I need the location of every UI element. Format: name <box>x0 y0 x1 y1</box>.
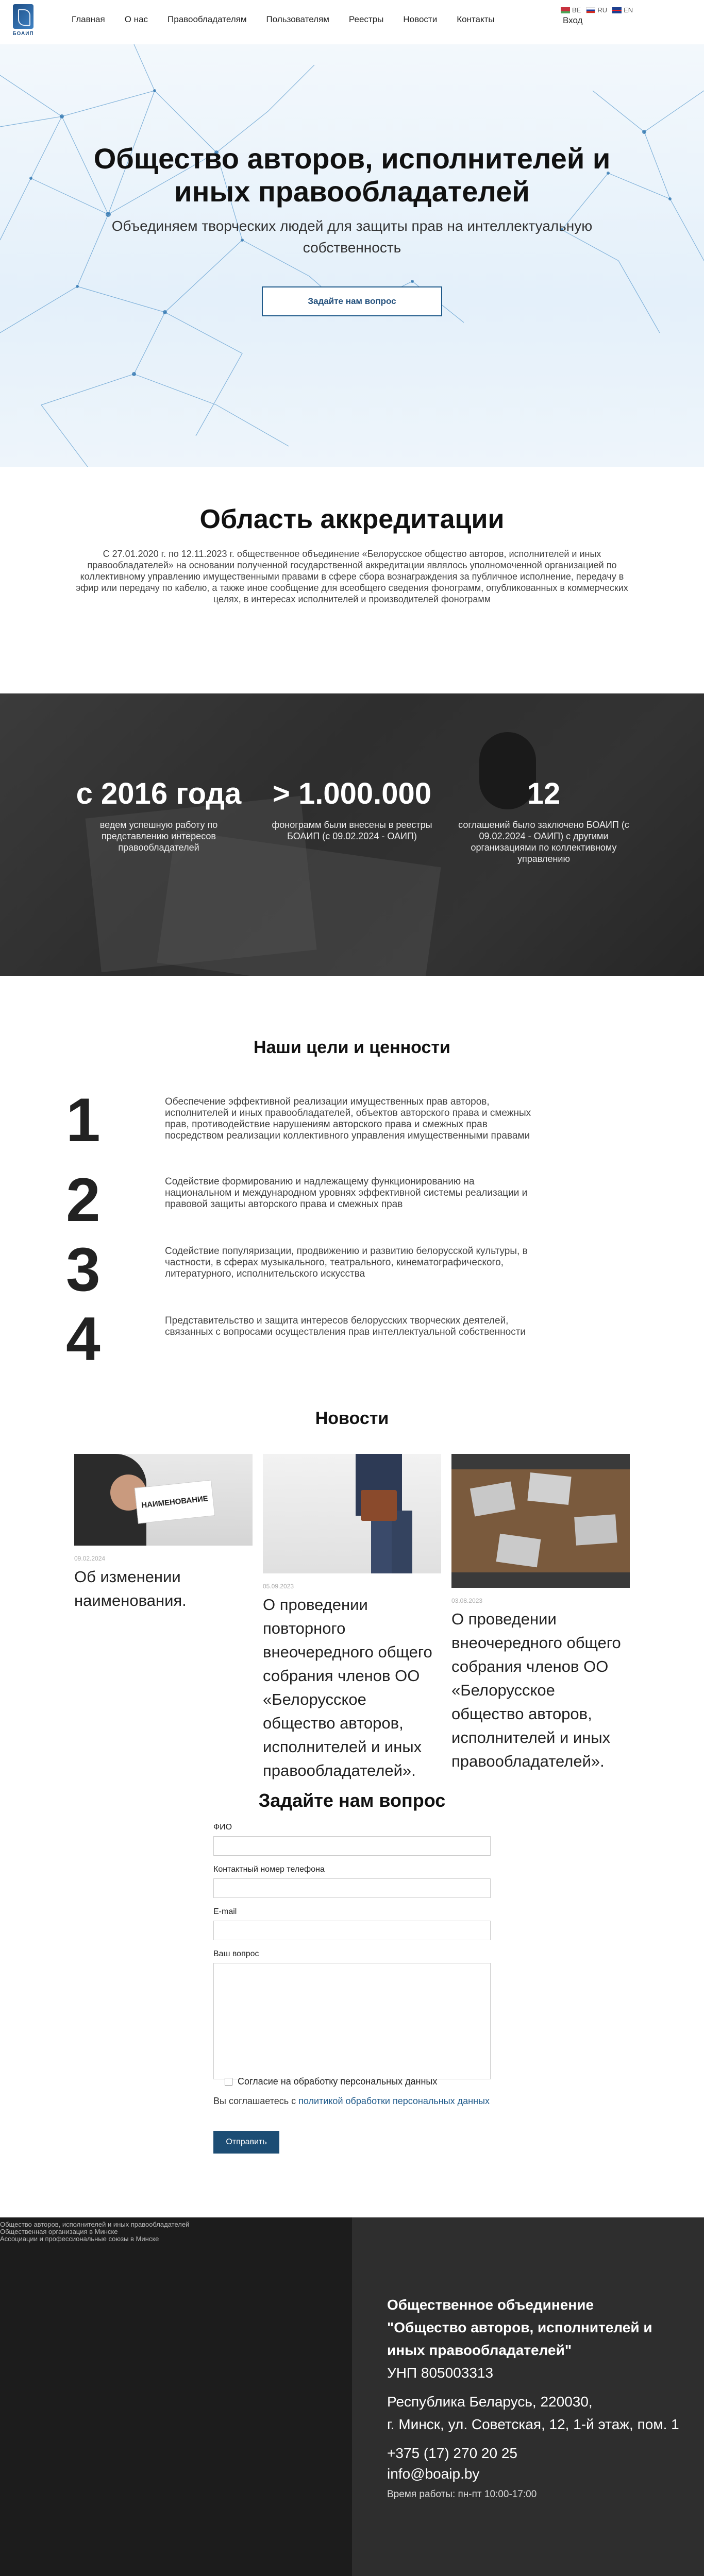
belarus-flag-icon <box>561 7 570 13</box>
news-title-link[interactable]: Об изменении наименования. <box>74 1568 187 1609</box>
phone-label: Контактный номер телефона <box>213 1865 325 1874</box>
news-image <box>451 1454 630 1588</box>
language-switcher <box>561 6 633 14</box>
hero-subtitle <box>0 215 704 259</box>
hero-subtitle-line1: Объединяем творческих людей для защиты прав на интеллектуальную <box>111 218 593 234</box>
uk-flag-icon <box>612 7 622 13</box>
news-title-link[interactable]: О проведении внеочередного общего собрания членов ОО «Белорусское общество авторов, исполнителей и иных правообладателей». <box>451 1610 621 1770</box>
consent-label: Согласие на обработку персональных данных <box>238 2076 438 2087</box>
contacts-section <box>0 2217 704 2576</box>
nav-registries[interactable]: Реестры <box>348 14 384 24</box>
news-section <box>0 1409 704 1790</box>
goals-title: Наши цели и ценности <box>254 1038 450 1057</box>
accreditation-text: С 27.01.2020 г. по 12.11.2023 г. общественное объединение «Белорусское общество авторов, исполнителей и иных правообладателей» на основании полученной государственной аккредитации являлось уполномоченной организацией по коллективному управлению имущественными правами в сфере сбора вознаграждения за публичное исполнение, передачу в эфир или передачу по кабелю, а также иное сообщение для всеобщего сведения фонограмм, опубликованных в коммерческих целях, в интересах исполнителей и производителей фонограмм <box>76 549 628 604</box>
stat-item <box>66 776 252 853</box>
stat-number: > 1.000.000 <box>272 777 431 810</box>
goal-text: Содействие популяризации, продвижению и развитию белорусской культуры, в частности, в сферах музыкального, театрального, кинематографического, литературного, исполнительского искусства <box>165 1246 528 1279</box>
nav-about[interactable]: О нас <box>124 14 148 24</box>
hero-title <box>0 142 704 208</box>
site-header <box>0 0 704 44</box>
email-label: E-mail <box>213 1907 237 1916</box>
map-caption: Общественная организация в Минске <box>0 2228 118 2235</box>
news-date: 05.09.2023 <box>263 1583 294 1590</box>
goal-text: Содействие формированию и надлежащему функционированию на национальном и международном уровнях эффективной системы реализации и правовой защиты авторского права и смежных прав <box>165 1176 528 1210</box>
org-unp: УНП 805003313 <box>387 2365 494 2381</box>
org-email[interactable]: info@boaip.by <box>387 2466 480 2482</box>
stats-section <box>0 693 704 976</box>
goals-section <box>0 976 704 1409</box>
nav-home[interactable]: Главная <box>72 14 105 24</box>
agree-prefix: Вы соглашаетесь с <box>213 2096 299 2106</box>
news-card[interactable] <box>263 1454 441 1783</box>
news-title-link[interactable]: О проведении повторного внеочередного общего собрания членов ОО «Белорусское общество авторов, исполнителей и иных правообладателей». <box>263 1596 432 1780</box>
phone-input[interactable] <box>213 1878 491 1898</box>
lang-be[interactable] <box>561 6 581 14</box>
hero-subtitle-line2: собственность <box>303 240 401 256</box>
hero-title-line2: иных правообладателей <box>174 175 530 208</box>
ask-question-button[interactable]: Задайте нам вопрос <box>262 286 442 316</box>
consent-checkbox[interactable] <box>225 2078 232 2086</box>
map-caption: Ассоциации и профессиональные союзы в Минске <box>0 2235 159 2243</box>
nav-contacts[interactable]: Контакты <box>457 14 495 24</box>
accreditation-section <box>0 467 704 693</box>
russia-flag-icon <box>586 7 595 13</box>
stat-label: ведем успешную работу по представлению интересов правообладателей <box>99 820 218 853</box>
email-input[interactable] <box>213 1921 491 1940</box>
stat-label: соглашений было заключено БОАИП (с 09.02.2024 - ОАИП) с другими организациями по коллективному управлению <box>458 820 629 864</box>
main-nav <box>62 14 505 25</box>
name-card-label: НАИМЕНОВАНИЕ <box>135 1480 215 1523</box>
name-label: ФИО <box>213 1823 232 1832</box>
news-image <box>263 1454 441 1573</box>
nav-users[interactable]: Пользователям <box>266 14 329 24</box>
lang-en-label: EN <box>624 6 633 14</box>
logo-text: БОАИП <box>12 31 34 37</box>
goal-item <box>66 1235 540 1304</box>
submit-button[interactable]: Отправить <box>213 2131 279 2154</box>
news-card[interactable] <box>74 1454 253 1613</box>
news-date: 09.02.2024 <box>74 1555 106 1562</box>
nav-rightholders[interactable]: Правообладателям <box>167 14 247 24</box>
news-date: 03.08.2023 <box>451 1597 483 1604</box>
question-form-section <box>0 1790 704 2217</box>
map-widget[interactable] <box>0 2217 352 2576</box>
question-label: Ваш вопрос <box>213 1950 259 1958</box>
stat-label: фонограмм были внесены в реестры БОАИП (с 09.02.2024 - ОАИП) <box>272 820 432 841</box>
stat-item <box>451 776 636 865</box>
consent-row <box>225 2076 437 2087</box>
org-name: Общественное объединение "Общество авторов, исполнителей и иных правообладателей" <box>387 2297 652 2358</box>
login-link[interactable]: Вход <box>563 15 583 25</box>
nav-news[interactable]: Новости <box>403 14 438 24</box>
goal-text: Обеспечение эффективной реализации имущественных прав авторов, исполнителей и иных правообладателей, объектов авторского права и смежных прав, противодействие нарушениям авторского права и смежных прав посредством реализации коллективного управления имущественными правами <box>165 1096 531 1141</box>
name-input[interactable] <box>213 1836 491 1856</box>
contact-info <box>352 2217 704 2576</box>
question-textarea[interactable] <box>213 1963 491 2079</box>
goal-item <box>66 1086 540 1161</box>
lang-en[interactable] <box>612 6 633 14</box>
news-card[interactable] <box>451 1454 630 1773</box>
accreditation-title: Область аккредитации <box>199 504 505 534</box>
hero-section <box>0 44 704 467</box>
org-phone[interactable]: +375 (17) 270 20 25 <box>387 2445 517 2461</box>
org-address-line2: г. Минск, ул. Советская, 12, 1-й этаж, пом. 1 <box>387 2416 679 2432</box>
site-logo[interactable] <box>11 4 35 39</box>
goal-number: 1 <box>66 1086 100 1155</box>
lang-ru[interactable] <box>586 6 607 14</box>
org-address-line1: Республика Беларусь, 220030, <box>387 2394 593 2410</box>
stat-number: с 2016 года <box>76 777 242 810</box>
map-caption: Общество авторов, исполнителей и иных правообладателей <box>0 2221 190 2228</box>
form-title: Задайте нам вопрос <box>258 1790 446 1811</box>
lang-be-label: BE <box>572 6 581 14</box>
lang-ru-label: RU <box>597 6 608 14</box>
news-title: Новости <box>315 1409 389 1428</box>
hero-title-line1: Общество авторов, исполнителей и <box>93 142 611 175</box>
stat-number: 12 <box>527 777 561 810</box>
work-hours: Время работы: пн-пт 10:00-17:00 <box>387 2489 537 2500</box>
stat-item <box>259 776 445 842</box>
goal-number: 2 <box>66 1165 100 1234</box>
news-image <box>74 1454 253 1546</box>
goal-item <box>66 1304 540 1374</box>
logo-icon <box>13 4 33 29</box>
privacy-policy-link[interactable]: политикой обработки персональных данных <box>298 2096 490 2106</box>
goal-number: 4 <box>66 1304 100 1374</box>
agree-text <box>213 2095 492 2107</box>
goal-text: Представительство и защита интересов белорусских творческих деятелей, связанных с вопросами осуществления прав интеллектуальной собственности <box>165 1315 526 1337</box>
goal-item <box>66 1165 540 1234</box>
goal-number: 3 <box>66 1235 100 1304</box>
